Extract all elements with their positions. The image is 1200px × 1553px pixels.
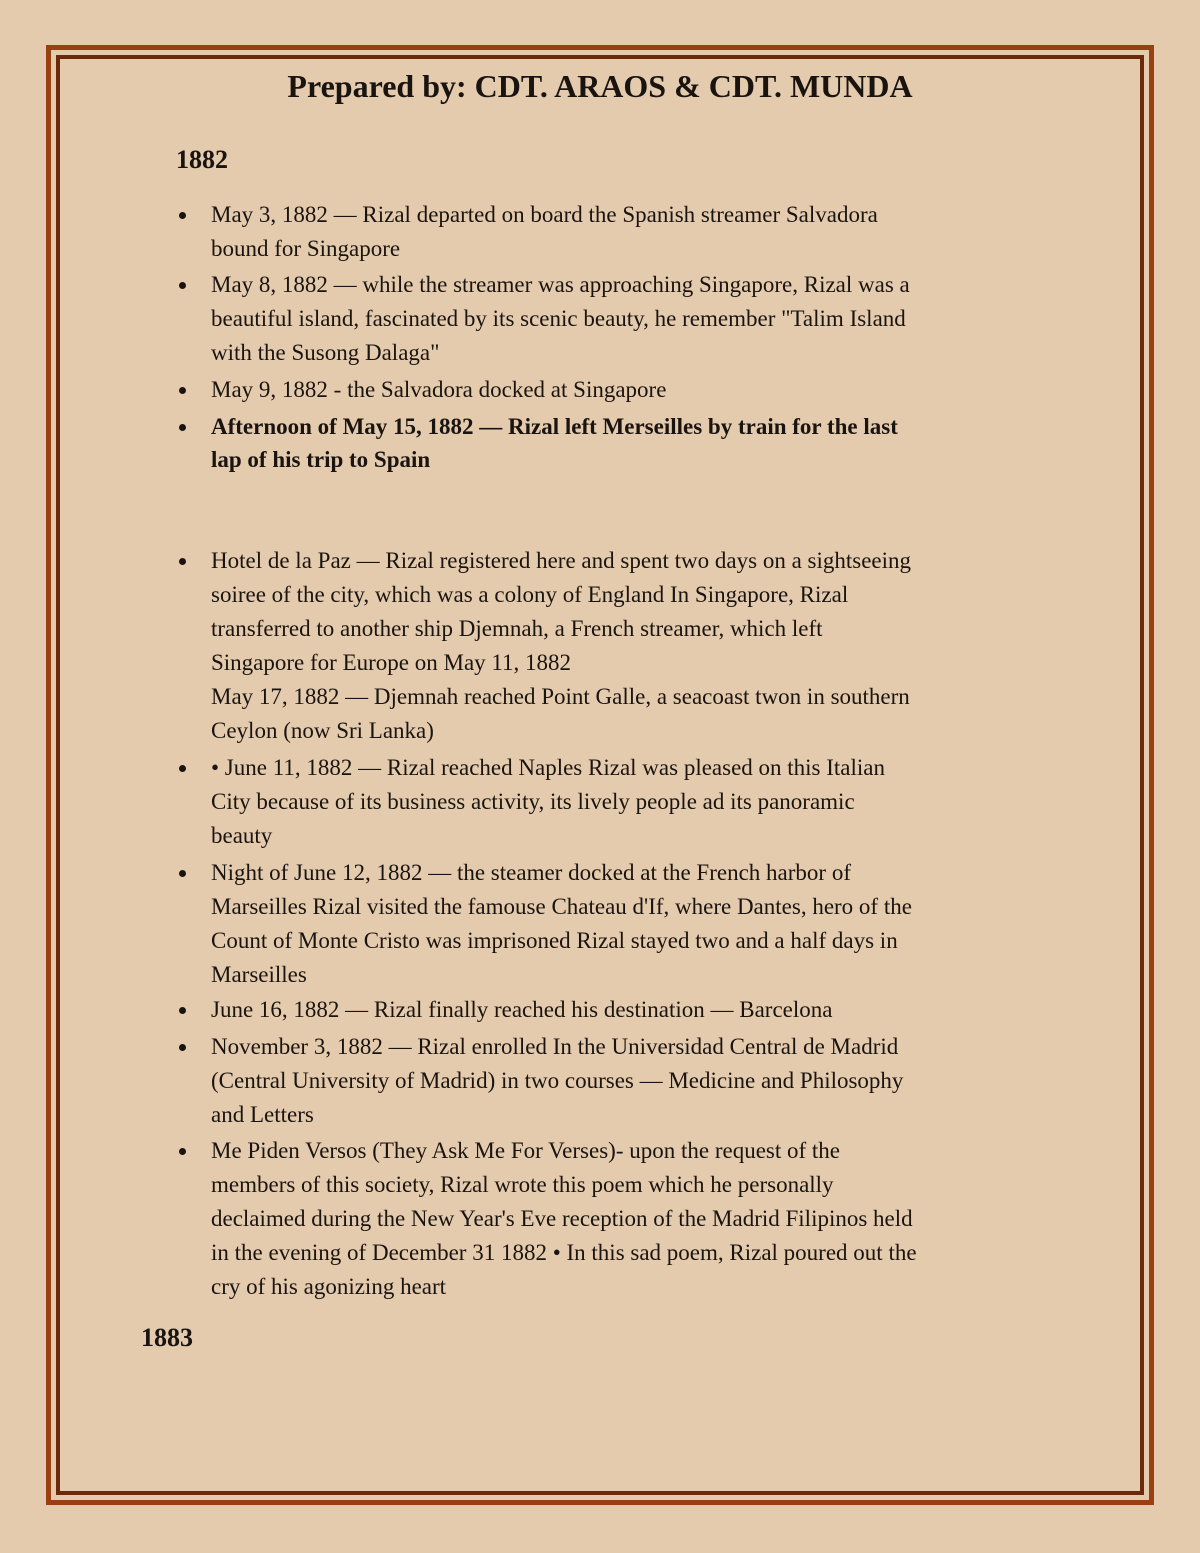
item-line: transferred to another ship Djemnah, a French streamer, which left — [211, 616, 823, 641]
item-line: Ceylon (now Sri Lanka) — [211, 718, 434, 743]
year-heading-1882: 1882 — [176, 145, 228, 174]
item-line: with the Susong Dalaga" — [211, 340, 440, 365]
item-line: May 8, 1882 — while the streamer was approaching Singapore, Rizal was a — [211, 272, 910, 297]
item-line: May 3, 1882 — Rizal departed on board the Spanish streamer Salvadora — [211, 202, 878, 227]
bullet-icon — [179, 424, 186, 431]
item-line: City because of its business activity, its lively people ad its panoramic — [211, 789, 855, 814]
item-line: November 3, 1882 — Rizal enrolled In the Universidad Central de Madrid — [211, 1034, 899, 1059]
item-line: soiree of the city, which was a colony of England In Singapore, Rizal — [211, 582, 849, 607]
item-line: • June 11, 1882 — Rizal reached Naples Rizal was pleased on this Italian — [211, 755, 886, 780]
list-item — [211, 410, 1061, 476]
bullet-icon — [179, 558, 186, 565]
list-item — [211, 268, 1061, 370]
bullet-icon — [179, 1148, 186, 1155]
bullet-icon — [179, 387, 186, 394]
item-line: members of this society, Rizal wrote this poem which he personally — [211, 1172, 834, 1197]
bullet-icon — [179, 870, 186, 877]
item-line: declaimed during the New Year's Eve reception of the Madrid Filipinos held — [211, 1206, 913, 1231]
item-line: cry of his agonizing heart — [211, 1274, 447, 1299]
list-item — [211, 856, 1061, 992]
list-item — [211, 544, 1061, 748]
list-item — [211, 1030, 1061, 1132]
item-line: Night of June 12, 1882 — the steamer docked at the French harbor of — [211, 860, 851, 885]
list-item — [211, 373, 1061, 407]
item-line: May 9, 1882 - the Salvadora docked at Singapore — [211, 377, 667, 402]
list-item — [211, 1134, 1061, 1304]
item-line: lap of his trip to Spain — [211, 447, 431, 472]
list-item — [211, 751, 1061, 853]
item-line: (Central University of Madrid) in two courses — Medicine and Philosophy — [211, 1068, 904, 1093]
item-line: Marseilles — [211, 962, 307, 987]
item-line: Count of Monte Cristo was imprisoned Rizal stayed two and a half days in — [211, 928, 898, 953]
bullet-icon — [179, 282, 186, 289]
item-line: Hotel de la Paz — Rizal registered here and spent two days on a sightseeing — [211, 548, 912, 573]
year-heading-1883: 1883 — [141, 1323, 193, 1352]
item-line: Afternoon of May 15, 1882 — Rizal left Merseilles by train for the last — [211, 414, 898, 439]
bullet-icon — [179, 212, 186, 219]
item-line: and Letters — [211, 1102, 314, 1127]
item-line: Me Piden Versos (They Ask Me For Verses)- upon the request of the — [211, 1138, 840, 1163]
item-line: beauty — [211, 823, 273, 848]
bullet-icon — [179, 765, 186, 772]
list-item — [211, 993, 1061, 1027]
item-line: beautiful island, fascinated by its scenic beauty, he remember "Talim Island — [211, 306, 906, 331]
list-item — [211, 198, 1061, 266]
item-line: in the evening of December 31 1882 • In this sad poem, Rizal poured out the — [211, 1240, 917, 1265]
item-line: June 16, 1882 — Rizal finally reached his destination — Barcelona — [211, 997, 833, 1022]
item-line: bound for Singapore — [211, 236, 401, 261]
page-title: Prepared by: CDT. ARAOS & CDT. MUNDA — [287, 68, 913, 104]
item-line: May 17, 1882 — Djemnah reached Point Galle, a seacoast twon in southern — [211, 684, 910, 709]
item-line: Singapore for Europe on May 11, 1882 — [211, 650, 572, 675]
item-line: Marseilles Rizal visited the famouse Chateau d'If, where Dantes, hero of the — [211, 894, 912, 919]
bullet-icon — [179, 1044, 186, 1051]
bullet-icon — [179, 1007, 186, 1014]
